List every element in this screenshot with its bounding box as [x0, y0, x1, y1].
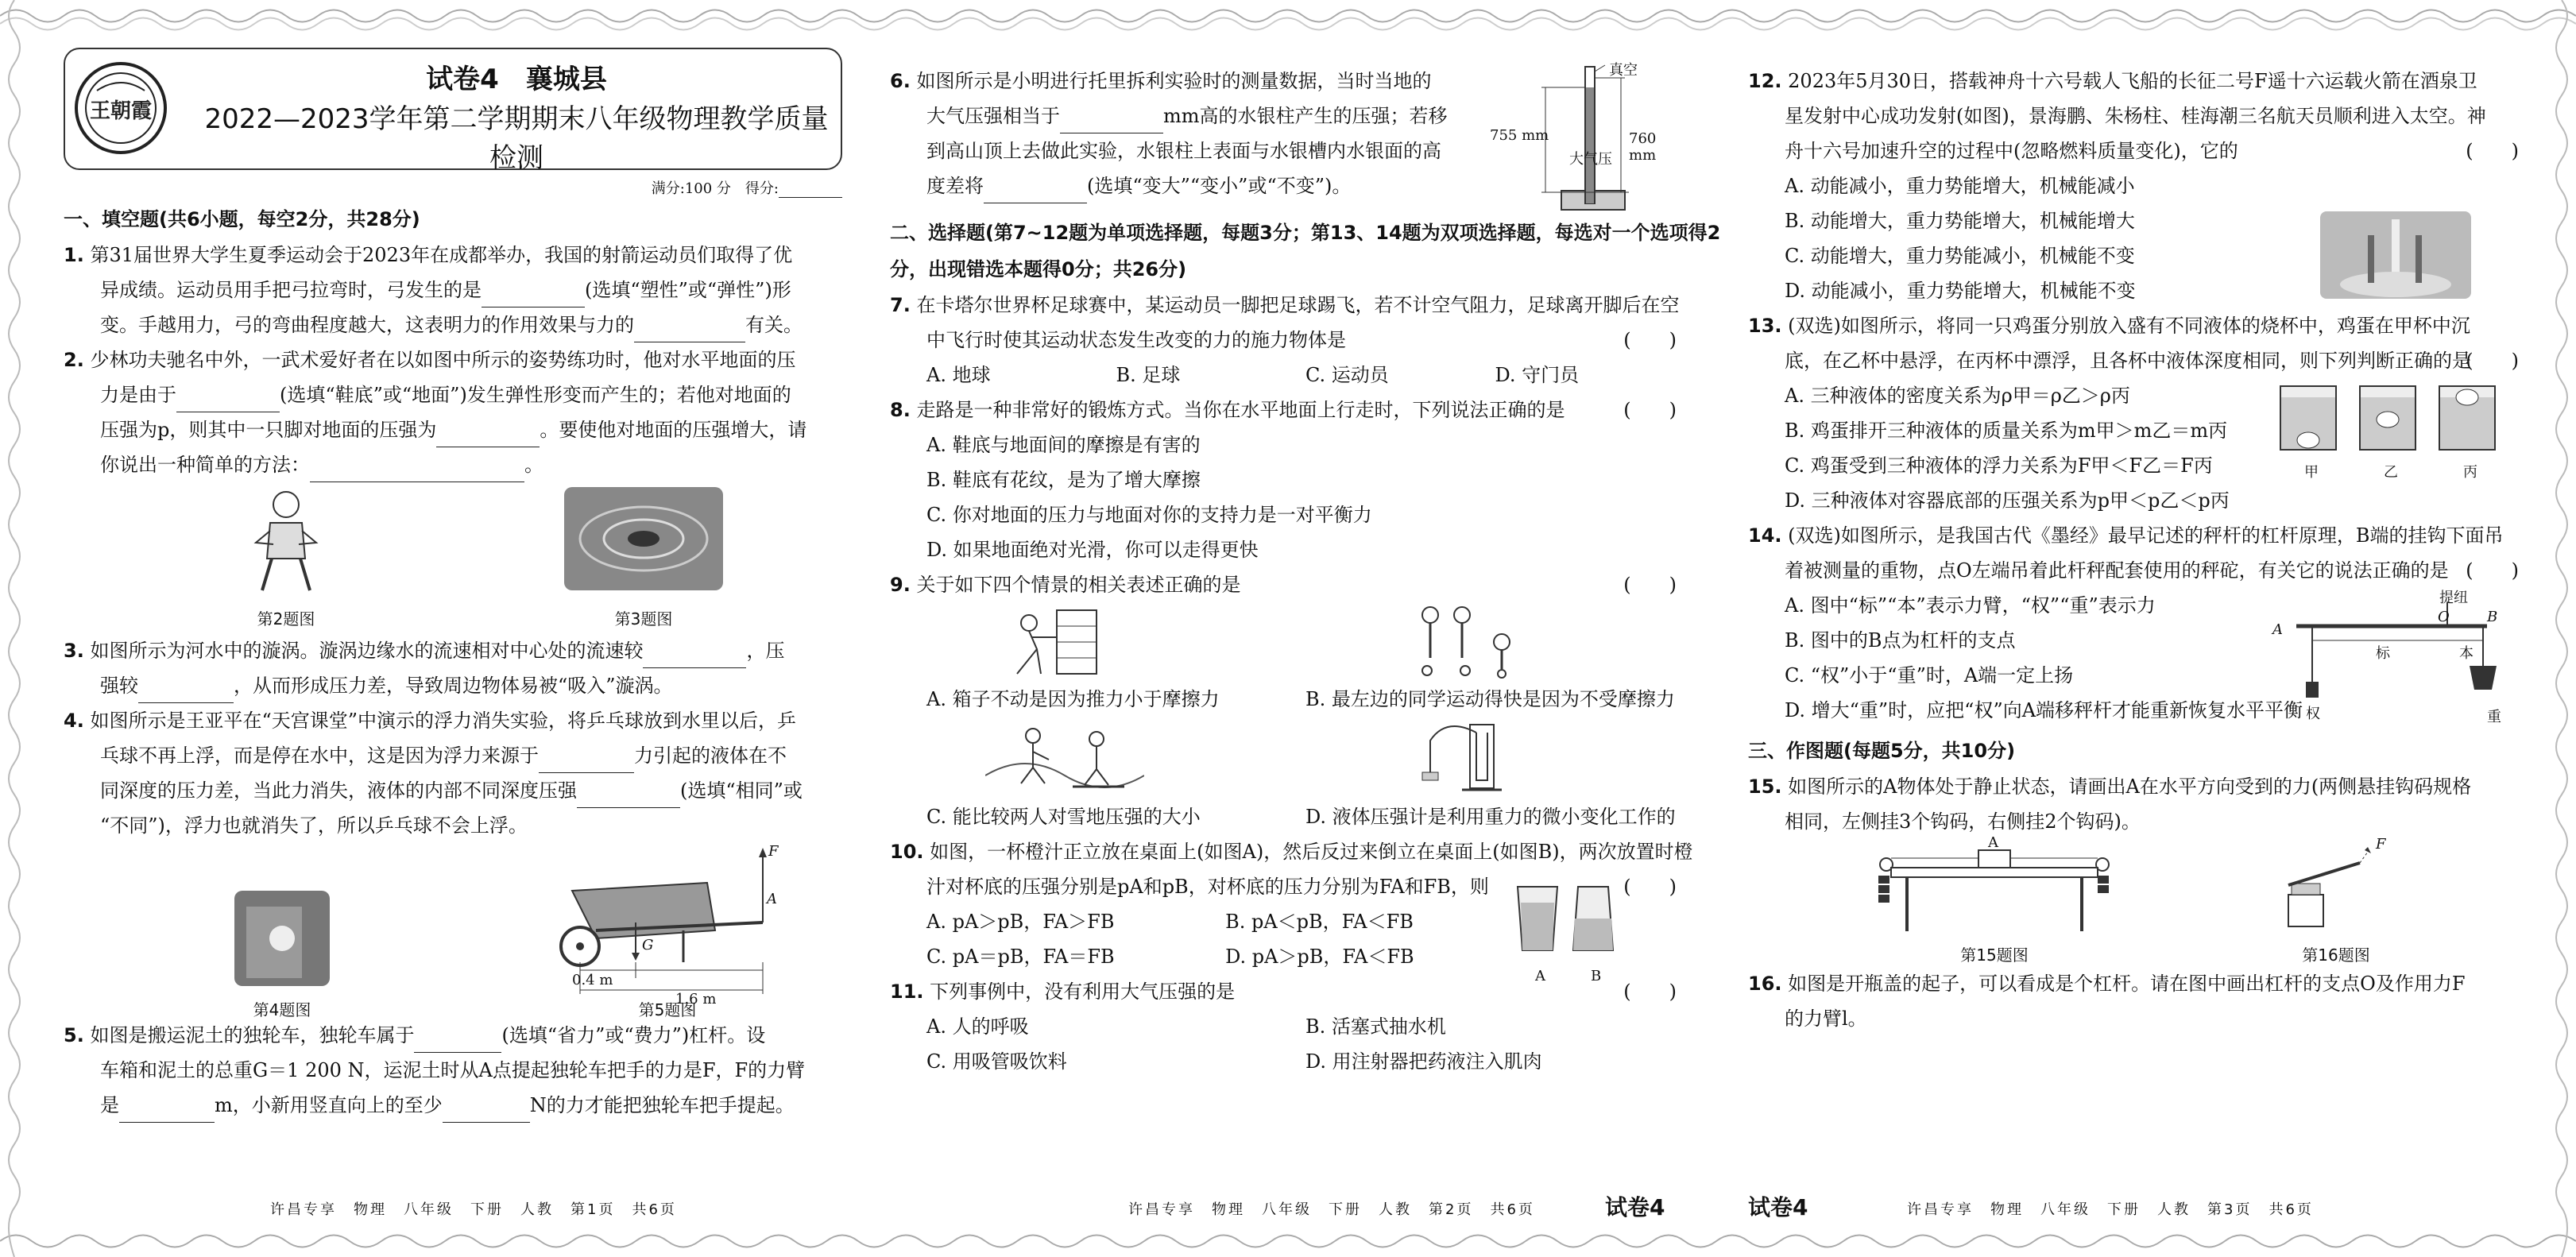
option-b[interactable]: B. 鞋底有花纹，是为了增大摩擦: [926, 469, 1201, 491]
fig14-label-O: O: [2438, 609, 2450, 625]
caption-fig4: 第4题图: [253, 1000, 311, 1019]
option-d[interactable]: D. 增大“重”时，应把“权”向A端移秤杆才能重新恢复水平平衡: [1785, 699, 2303, 721]
option-b[interactable]: B. 鸡蛋排开三种液体的质量关系为m甲＞m乙＝m丙: [1785, 420, 2228, 442]
fig14-label-A: A: [2272, 621, 2283, 638]
rocket-launch-photo: [2320, 211, 2471, 299]
page-footer-3: 许昌专享 物理 八年级 下册 人教 第3页 共6页: [1907, 1201, 2314, 1218]
option-b[interactable]: B. 活塞式抽水机: [1305, 1015, 1446, 1038]
option-c[interactable]: C. 运动员: [1305, 364, 1389, 386]
fig14-label-B: B: [2487, 609, 2498, 625]
option-d[interactable]: D. 液体压强计是利用重力的微小变化工作的: [1305, 806, 1676, 828]
snow-walkers-figure: [985, 720, 1144, 796]
option-d[interactable]: D. 动能减小，重力势能增大，机械能不变: [1785, 280, 2136, 302]
fig6-label-760: 760 mm: [1629, 130, 1657, 164]
question-13: 13. (双选)如图所示，将同一只鸡蛋分别放入盛有不同液体的烧杯中，鸡蛋在甲杯中沉 底，在乙杯中悬浮，在丙杯中漂浮，且各杯中液体深度相同，则下列判断正确的是 ( ) A. 三种液体的密度关系为ρ甲＝ρ乙＞ρ丙 B. 鸡蛋排开三种液体的质量关系为m甲＞m乙＝m丙 C. 鸡蛋受到三种液体的浮力关系为F甲＜F乙＝F丙 D. 三种液体对容器底部的压强关系为p甲＜p乙＜p丙 甲 乙 丙: [1748, 308, 2527, 518]
wavy-border-right: [2547, 0, 2576, 1257]
page-1: [64, 48, 842, 1225]
table-pulleys-diagram: [1875, 844, 2114, 939]
option-a[interactable]: A. 动能减小，重力势能增大，机械能减小: [1785, 175, 2135, 197]
fig5-label-F: F: [768, 843, 779, 860]
answer-blank[interactable]: [577, 787, 680, 808]
question-10: 10. 如图，一杯橙汁正立放在桌面上(如图A)，然后反过来倒立在桌面上(如图B)，两次放置时橙 汁对杯底的压强分别是pA和pB，对杯底的压力分别为FA和FB，则 ( ) A. pA＞pB，FA＞FB B. pA＜pB，FA＜FB C. pA＝pB，FA＝FB D. pA＞pB，FA＜FB A B: [890, 841, 1693, 984]
option-c[interactable]: C. 用吸管吸饮料: [926, 1050, 1067, 1073]
fig16-label-F: F: [2376, 836, 2386, 853]
scooter-kids-figure: [1398, 602, 1526, 679]
fig6-label-atm: 大气压: [1569, 151, 1612, 168]
option-d[interactable]: D. pA＞pB，FA＜FB: [1225, 946, 1414, 968]
option-c[interactable]: C. 鸡蛋受到三种液体的浮力关系为F甲＜F乙＝F丙: [1785, 454, 2213, 477]
pushing-box-figure: [1001, 605, 1112, 677]
fig5-label-A: A: [767, 891, 777, 907]
fig15-label-A: A: [1988, 834, 1998, 851]
fig10-label-B: B: [1591, 968, 1602, 984]
question-2: 2. 少林功夫驰名中外，一武术爱好者在以如图中所示的姿势练功时，他对水平地面的压 力是由于 (选填“鞋底”或“地面”)发生弹性形变而产生的；若他对地面的 压强为p，则其中一只脚对地面的压强为 。要使他对地面的压强增大，请 你说出一种简单的方法： 。: [64, 342, 842, 482]
question-14: 14. (双选)如图所示，是我国古代《墨经》最早记述的秤杆的杠杆原理，B端的挂钩下面吊 着被测量的重物，点O左端吊着此杆秤配套使用的秤砣，有关它的说法正确的是 ( ) A. 图中“标”“本”表示力臂，“权”“重”表示力 B. 图中的B点为杠杆的支点 C. “权”小于“重”时，A端一定上扬 D. 增大“重”时，应把“权”向A端移秤杆才能重新恢复水平平衡 提纽 O B A 标 本 权 重: [1748, 518, 2527, 728]
option-d[interactable]: D. 三种液体对容器底部的压强关系为p甲＜p乙＜p丙: [1785, 489, 2230, 512]
caption-fig15: 第15题图: [1960, 946, 2029, 965]
figures-15-16: [1748, 834, 2527, 966]
fig14-label-tiniu: 提纽: [2439, 590, 2468, 606]
option-c[interactable]: C. 你对地面的压力与地面对你的支持力是一对平衡力: [926, 504, 1372, 526]
figures-4-5: [64, 843, 842, 1018]
answer-blank[interactable]: [443, 1101, 530, 1123]
exam-header: [64, 48, 842, 174]
answer-blank[interactable]: [482, 286, 585, 307]
option-c[interactable]: C. pA＝pB，FA＝FB: [926, 946, 1115, 968]
caption-fig2: 第2题图: [257, 609, 315, 628]
option-b[interactable]: B. 图中的B点为杠杆的支点: [1785, 629, 2016, 652]
option-d[interactable]: D. 守门员: [1495, 364, 1580, 386]
option-a[interactable]: A. 人的呼吸: [926, 1015, 1029, 1038]
egg-beakers-figure: [2272, 378, 2503, 458]
fig13-label-yi: 乙: [2384, 464, 2398, 481]
answer-blank[interactable]: [414, 1031, 501, 1053]
question-16: 16. 如图是开瓶盖的起子，可以看成是个杠杆。请在图中画出杠杆的支点O及作用力F 的力臂l。: [1748, 973, 2466, 1030]
wavy-border-bottom: [0, 1225, 2576, 1257]
question-12: 12. 2023年5月30日，搭载神舟十六号载人飞船的长征二号F遥十六运载火箭在酒泉卫 星发射中心成功发射(如图)，景海鹏、朱杨柱、桂海潮三名航天员顺利进入太空。神 舟十六号加速升空的过程中(忽略燃料质量变化)，它的 ( ) A. 动能减小，重力势能增大，机械能减小 B. 动能增大，重力势能增大，机械能增大 C. 动能增大，重力势能减小，机械能不变 D. 动能减小，重力势能增大，机械能不变: [1748, 64, 2527, 308]
option-a[interactable]: A. 地球: [926, 364, 991, 386]
fig6-label-vacuum: 真空: [1609, 62, 1638, 79]
option-b[interactable]: B. 动能增大，重力势能增大，机械能增大: [1785, 210, 2135, 232]
wheelbarrow-diagram: [524, 843, 787, 1002]
fig5-label-G: G: [642, 937, 654, 953]
question-3: 3. 如图所示为河水中的漩涡。漩涡边缘水的流速相对中心处的流速较 ，压 强较 ，从而形成压力差，导致周边物体易被“吸入”漩涡。: [64, 633, 842, 703]
fig14-label-quan: 权: [2306, 706, 2320, 722]
answer-blank[interactable]: [176, 391, 280, 412]
page-footer-1: 许昌专享 物理 八年级 下册 人教 第1页 共6页: [270, 1201, 677, 1218]
paper-tag-left: 试卷4: [1748, 1194, 1808, 1220]
answer-blank[interactable]: [310, 461, 524, 482]
option-d[interactable]: D. 如果地面绝对光滑，你可以走得更快: [926, 539, 1259, 561]
pingpong-in-water-photo: [234, 891, 330, 986]
answer-blank[interactable]: [119, 1101, 215, 1123]
exam-subtitle: 2022—2023学年第二学期期末八年级物理教学质量检测: [204, 103, 829, 174]
fig13-label-jia: 甲: [2304, 464, 2319, 481]
answer-blank[interactable]: [436, 426, 540, 447]
wavy-border-left: [0, 0, 29, 1257]
page-3: [1748, 48, 2527, 1225]
page-footer-2: 许昌专享 物理 八年级 下册 人教 第2页 共6页: [1128, 1201, 1535, 1218]
option-a[interactable]: A. 图中“标”“本”表示力臂，“权”“重”表示力: [1785, 594, 2156, 617]
fig14-label-zhong: 重: [2487, 709, 2501, 725]
option-b[interactable]: B. pA＜pB，FA＜FB: [1225, 911, 1414, 933]
option-a[interactable]: A. 三种液体的密度关系为ρ甲＝ρ乙＞ρ丙: [1785, 385, 2130, 407]
wavy-border-top: [0, 0, 2576, 32]
question-8: 8. 走路是一种非常好的锻炼方式。当你在水平地面上行走时，下列说法正确的是 ( ) A. 鞋底与地面间的摩擦是有害的 B. 鞋底有花纹，是为了增大摩擦 C. 你对地面的压力与地面对你的支持力是一对平衡力 D. 如果地面绝对光滑，你可以走得更快: [890, 393, 1684, 567]
question-4: 4. 如图所示是王亚平在“天宫课堂”中演示的浮力消失实验，将乒乓球放到水里以后，乒 乓球不再上浮，而是停在水中，这是因为浮力来源于 力引起的液体在不 同深度的压力差，当此力消失，液体的内部不同深度压强 (选填“相同”或 “不同”)，浮力也就消失了，所以乒乓球不会上浮。: [64, 710, 803, 837]
paper-tag-right: 试卷4: [1605, 1194, 1665, 1220]
answer-blank[interactable]: [539, 752, 634, 773]
page-2: [890, 48, 1721, 1225]
figures-2-3: [64, 482, 842, 633]
option-c[interactable]: C. 能比较两人对雪地压强的大小: [926, 806, 1201, 828]
option-c[interactable]: C. 动能增大，重力势能减小，机械能不变: [1785, 245, 2135, 267]
paper-title: 试卷4 襄城县: [426, 64, 607, 95]
fig6-label-755: 755 mm: [1490, 127, 1549, 144]
question-1: 1. 第31届世界大学生夏季运动会于2023年在成都举办，我国的射箭运动员们取得了优 异成绩。运动员用手把弓拉弯时，弓发生的是 (选填“塑性”或“弹性”)形 变。手越用力，弓的弯曲程度越大，这表明力的作用效果与力的 有关。: [64, 238, 842, 342]
answer-blank[interactable]: [634, 321, 745, 342]
fig10-label-A: A: [1535, 968, 1545, 984]
fig13-label-bing: 丙: [2463, 464, 2477, 481]
fig5-label-16m: 1.6 m: [675, 991, 717, 1008]
section-3-title: 三、作图题(每题5分，共10分): [1748, 740, 2016, 762]
option-b[interactable]: B. 足球: [1116, 364, 1181, 386]
section-1-title: 一、填空题(共6小题，每空2分，共28分): [64, 208, 420, 230]
question-6: 6. 如图所示是小明进行托里拆利实验时的测量数据，当时当地的 大气压强相当于 mm高的水银柱产生的压强；若移 到高山顶上去做此实验，水银柱上表面与水银槽内水银面的高 度差将 (选填“变大”“变小”或“不变”)。 真空 755 mm 760 mm 大气压: [890, 64, 1684, 203]
answer-blank[interactable]: [138, 682, 234, 703]
answer-blank[interactable]: [643, 647, 746, 668]
question-15: 15. 如图所示的A物体处于静止状态，请画出A在水平方向受到的力(两侧悬挂钩码规格 相同，左侧挂3个钩码，右侧挂2个钩码)。: [1748, 775, 2472, 833]
fig5-label-04m: 0.4 m: [572, 972, 613, 988]
section-2-title: 二、选择题(第7~12题为单项选择题，每题3分；第13、14题为双项选择题，每选对一个选项得2 分，出现错选本题得0分；共26分): [890, 222, 1721, 280]
option-d[interactable]: D. 用注射器把药液注入肌肉: [1305, 1050, 1542, 1073]
caption-fig16: 第16题图: [2302, 946, 2370, 965]
option-b[interactable]: B. 最左边的同学运动得快是因为不受摩擦力: [1305, 688, 1675, 710]
pressure-gauge-figure: [1414, 717, 1510, 796]
caption-fig3: 第3题图: [614, 609, 673, 628]
whirlpool-photo: [564, 487, 723, 590]
answer-blank[interactable]: [1060, 112, 1163, 133]
caption-fig5: 第5题图: [638, 1000, 697, 1019]
question-5: 5. 如图是搬运泥土的独轮车，独轮车属于 (选填“省力”或“费力”)杠杆。设 车箱和泥土的总重G＝1 200 N，运泥土时从A点提起独轮车把手的力是F，F的力臂 是 m，小新用竖直向上的至少 N的力才能把独轮车把手提起。: [64, 1018, 842, 1123]
martial-artist-figure: [238, 487, 334, 598]
answer-blank[interactable]: [984, 182, 1087, 203]
fig14-label-biao: 标: [2376, 645, 2390, 662]
option-a[interactable]: A. 箱子不动是因为推力小于摩擦力: [926, 688, 1220, 710]
juice-cups-figure: [1510, 879, 1621, 966]
score-line: 满分:100 分 得分:: [64, 176, 842, 198]
fig14-label-ben: 本: [2459, 645, 2474, 662]
school-seal-logo: [73, 60, 168, 156]
question-7: 7. 在卡塔尔世界杯足球赛中，某运动员一脚把足球踢飞，若不计空气阻力，足球离开脚后在空 中飞行时使其运动状态发生改变的力的施力物体是 ( ) A. 地球 B. 足球 C. 运动员 D. 守门员: [890, 288, 1684, 393]
bottle-opener-diagram: [2265, 847, 2392, 934]
option-a[interactable]: A. 鞋底与地面间的摩擦是有害的: [926, 434, 1201, 456]
option-a[interactable]: A. pA＞pB，FA＞FB: [926, 911, 1115, 933]
question-11: 11. 下列事例中，没有利用大气压强的是 ( ) A. 人的呼吸 B. 活塞式抽水机 C. 用吸管吸饮料 D. 用注射器把药液注入肌肉: [890, 974, 1684, 1079]
svg-text:王朝霞: 王朝霞: [89, 99, 153, 123]
question-9: 9. 关于如下四个情景的相关表述正确的是 ( ) A. 箱子不动是因为推力小于摩擦力 B. 最左边的同学运动得快是因为不受摩擦力 C. 能比较两人对雪地压强的大小 D. 液体压强计是利用重力的微小变化工作的: [890, 567, 1684, 834]
option-c[interactable]: C. “权”小于“重”时，A端一定上扬: [1785, 664, 2074, 687]
